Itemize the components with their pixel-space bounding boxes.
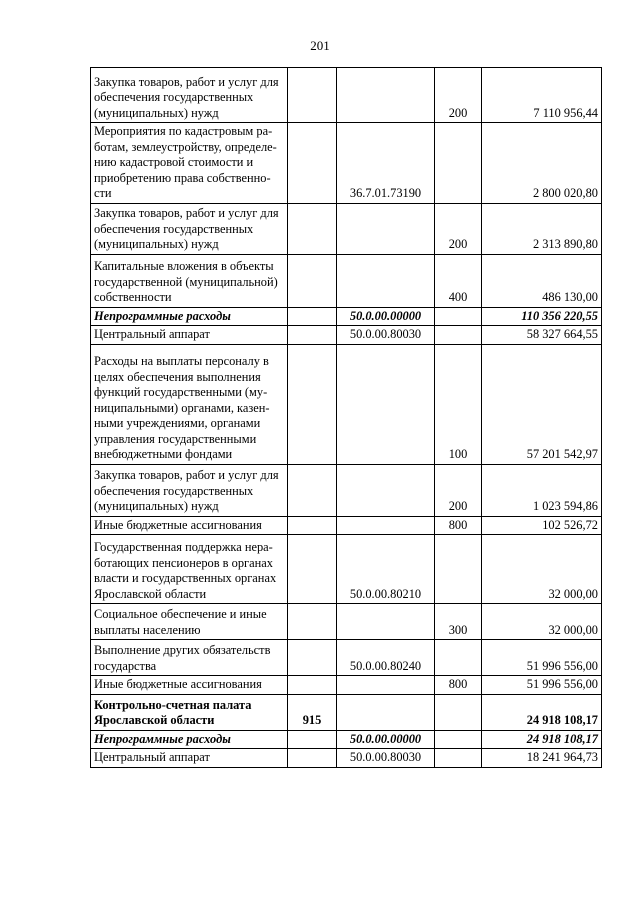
- amount-cell: 57 201 542,97: [482, 344, 602, 464]
- expense-type-code-cell: 200: [435, 464, 482, 516]
- expense-name-cell: Центральный аппарат: [91, 326, 288, 345]
- expense-type-code-cell: 800: [435, 516, 482, 535]
- expense-name-cell: Выполнение других обязательств государства: [91, 640, 288, 676]
- table-row: [91, 254, 602, 307]
- department-code-cell: [288, 307, 337, 326]
- expense-name-cell: Государственная поддержка нера-ботающих пенсионеров в органах власти и государственных органах Ярославской области: [91, 535, 288, 604]
- target-item-code-cell: [337, 676, 435, 695]
- table-row: [91, 694, 602, 730]
- target-item-code-cell: 50.0.00.00000: [337, 730, 435, 749]
- expense-name-cell: Иные бюджетные ассигнования: [91, 516, 288, 535]
- department-code-cell: [288, 254, 337, 307]
- department-code-cell: [288, 640, 337, 676]
- target-item-code-cell: [337, 464, 435, 516]
- target-item-code-cell: [337, 694, 435, 730]
- expense-name-cell: Иные бюджетные ассигнования: [91, 676, 288, 695]
- expense-type-code-cell: 100: [435, 344, 482, 464]
- amount-cell: 58 327 664,55: [482, 326, 602, 345]
- amount-cell: 24 918 108,17: [482, 694, 602, 730]
- department-code-cell: [288, 516, 337, 535]
- amount-cell: 486 130,00: [482, 254, 602, 307]
- table-row: [91, 535, 602, 604]
- department-code-cell: [288, 123, 337, 204]
- amount-cell: 51 996 556,00: [482, 640, 602, 676]
- expense-name-cell: Непрограммные расходы: [91, 730, 288, 749]
- table-row: [91, 730, 602, 749]
- department-code-cell: [288, 604, 337, 640]
- expense-type-code-cell: [435, 123, 482, 204]
- expense-type-code-cell: [435, 326, 482, 345]
- amount-cell: 24 918 108,17: [482, 730, 602, 749]
- department-code-cell: [288, 344, 337, 464]
- target-item-code-cell: [337, 516, 435, 535]
- target-item-code-cell: [337, 203, 435, 254]
- expense-type-code-cell: [435, 307, 482, 326]
- amount-cell: 110 356 220,55: [482, 307, 602, 326]
- target-item-code-cell: 50.0.00.00000: [337, 307, 435, 326]
- target-item-code-cell: 50.0.00.80210: [337, 535, 435, 604]
- expense-type-code-cell: [435, 749, 482, 768]
- target-item-code-cell: 50.0.00.80030: [337, 326, 435, 345]
- amount-cell: 32 000,00: [482, 535, 602, 604]
- expense-type-code-cell: [435, 535, 482, 604]
- expense-name-cell: Социальное обеспечение и иные выплаты населению: [91, 604, 288, 640]
- amount-cell: 2 313 890,80: [482, 203, 602, 254]
- expense-type-code-cell: 200: [435, 68, 482, 123]
- target-item-code-cell: [337, 68, 435, 123]
- department-code-cell: [288, 676, 337, 695]
- expense-type-code-cell: [435, 640, 482, 676]
- table-row: [91, 344, 602, 464]
- expense-type-code-cell: [435, 730, 482, 749]
- department-code-cell: [288, 730, 337, 749]
- amount-cell: 1 023 594,86: [482, 464, 602, 516]
- amount-cell: 7 110 956,44: [482, 68, 602, 123]
- budget-table: [90, 67, 602, 768]
- department-code-cell: [288, 464, 337, 516]
- expense-type-code-cell: [435, 694, 482, 730]
- department-code-cell: 915: [288, 694, 337, 730]
- expense-name-cell: Закупка товаров, работ и услуг для обеспечения государственных (муниципальных) нужд: [91, 203, 288, 254]
- table-row: [91, 749, 602, 768]
- amount-cell: 32 000,00: [482, 604, 602, 640]
- page-number: 201: [310, 38, 330, 53]
- expense-name-cell: Контрольно-счетная палата Ярославской области: [91, 694, 288, 730]
- department-code-cell: [288, 749, 337, 768]
- expense-name-cell: Непрограммные расходы: [91, 307, 288, 326]
- table-row: [91, 203, 602, 254]
- target-item-code-cell: [337, 254, 435, 307]
- expense-type-code-cell: 400: [435, 254, 482, 307]
- expense-name-cell: Закупка товаров, работ и услуг для обеспечения государственных (муниципальных) нужд: [91, 464, 288, 516]
- expense-type-code-cell: 800: [435, 676, 482, 695]
- table-row: [91, 307, 602, 326]
- expense-type-code-cell: 200: [435, 203, 482, 254]
- table-row: [91, 464, 602, 516]
- expense-name-cell: Капитальные вложения в объекты государственной (муниципальной) собственности: [91, 254, 288, 307]
- target-item-code-cell: 50.0.00.80240: [337, 640, 435, 676]
- table-row: [91, 326, 602, 345]
- expense-type-code-cell: 300: [435, 604, 482, 640]
- department-code-cell: [288, 68, 337, 123]
- amount-cell: 2 800 020,80: [482, 123, 602, 204]
- expense-name-cell: Центральный аппарат: [91, 749, 288, 768]
- amount-cell: 51 996 556,00: [482, 676, 602, 695]
- table-row: [91, 676, 602, 695]
- target-item-code-cell: 36.7.01.73190: [337, 123, 435, 204]
- target-item-code-cell: 50.0.00.80030: [337, 749, 435, 768]
- table-row: [91, 604, 602, 640]
- target-item-code-cell: [337, 344, 435, 464]
- amount-cell: 18 241 964,73: [482, 749, 602, 768]
- expense-name-cell: Расходы на выплаты персоналу в целях обеспечения выполнения функций государственными (му-ниципальными) органами, казен-ными учреждениями, органами управления государственными внебюджетными фондами: [91, 344, 288, 464]
- table-row: [91, 123, 602, 204]
- amount-cell: 102 526,72: [482, 516, 602, 535]
- department-code-cell: [288, 535, 337, 604]
- expense-name-cell: Закупка товаров, работ и услуг для обеспечения государственных (муниципальных) нужд: [91, 68, 288, 123]
- table-row: [91, 68, 602, 123]
- department-code-cell: [288, 203, 337, 254]
- target-item-code-cell: [337, 604, 435, 640]
- expense-name-cell: Мероприятия по кадастровым ра-ботам, землеустройству, определе-нию кадастровой стоимости и приобретению права собственно-сти: [91, 123, 288, 204]
- table-row: [91, 640, 602, 676]
- table-row: [91, 516, 602, 535]
- department-code-cell: [288, 326, 337, 345]
